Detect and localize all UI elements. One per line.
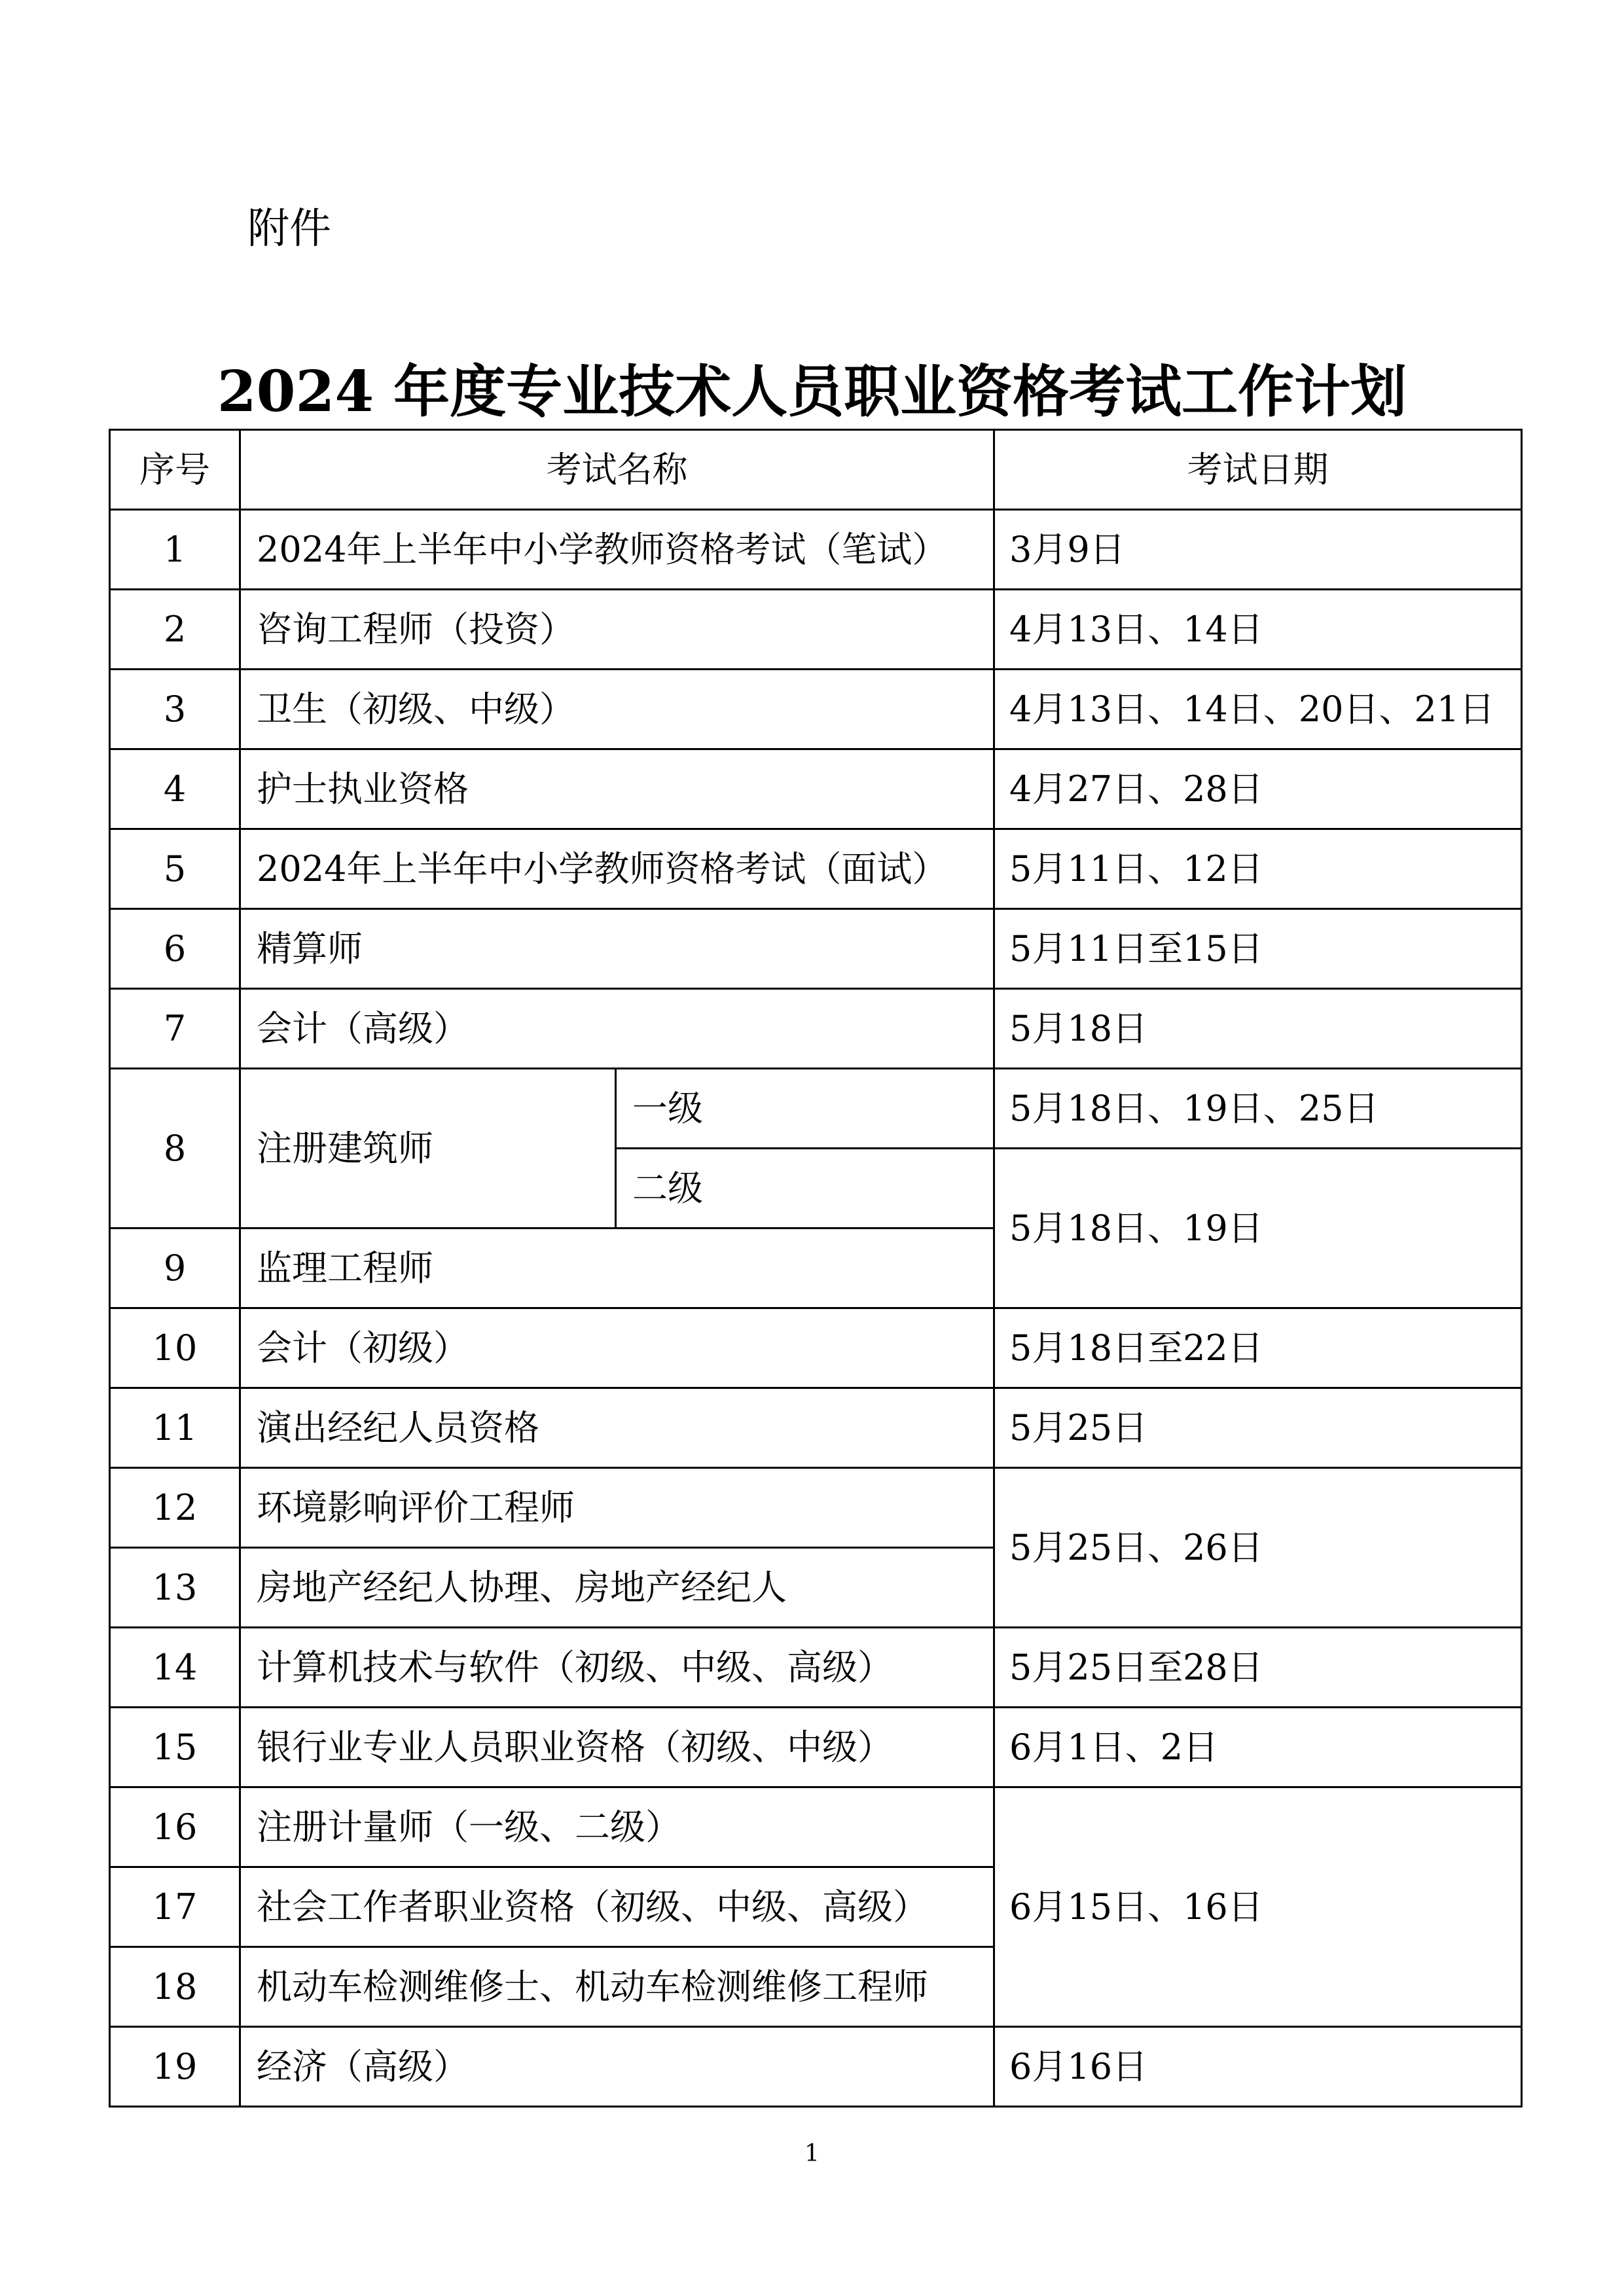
row-number: 4 [110, 749, 240, 829]
row-number: 8 [110, 1069, 240, 1229]
exam-name: 会计（初级） [240, 1308, 994, 1388]
row-number: 19 [110, 2027, 240, 2107]
exam-sub-level: 一级 [616, 1069, 994, 1149]
exam-name: 2024年上半年中小学教师资格考试（面试） [240, 829, 994, 909]
table-row [110, 1388, 1522, 1468]
table-row [110, 989, 1522, 1069]
exam-date: 5月11日至15日 [994, 909, 1522, 989]
exam-name: 经济（高级） [240, 2027, 994, 2107]
exam-name: 监理工程师 [240, 1229, 994, 1308]
exam-date: 6月16日 [994, 2027, 1522, 2107]
row-number: 1 [110, 510, 240, 590]
table-row [110, 590, 1522, 670]
table-header-row [110, 430, 1522, 510]
exam-date: 4月27日、28日 [994, 749, 1522, 829]
exam-name: 银行业专业人员职业资格（初级、中级） [240, 1708, 994, 1787]
table-row [110, 1787, 1522, 1867]
row-number: 11 [110, 1388, 240, 1468]
row-number: 3 [110, 670, 240, 749]
table-row [110, 2027, 1522, 2107]
row-number: 16 [110, 1787, 240, 1867]
table-row [110, 1069, 1522, 1149]
page-number: 1 [804, 2140, 820, 2167]
table-row [110, 1628, 1522, 1708]
exam-name: 计算机技术与软件（初级、中级、高级） [240, 1628, 994, 1708]
table-row [110, 670, 1522, 749]
exam-date: 6月15日、16日 [994, 1787, 1522, 2027]
table-row [110, 1308, 1522, 1388]
exam-date: 5月18日、19日 [994, 1149, 1522, 1308]
exam-name: 环境影响评价工程师 [240, 1468, 994, 1548]
row-number: 9 [110, 1229, 240, 1308]
exam-date: 5月25日 [994, 1388, 1522, 1468]
exam-name: 机动车检测维修士、机动车检测维修工程师 [240, 1947, 994, 2027]
table-row [110, 510, 1522, 590]
exam-sub-level: 二级 [616, 1149, 994, 1229]
exam-date: 6月1日、2日 [994, 1708, 1522, 1787]
exam-name: 护士执业资格 [240, 749, 994, 829]
exam-date: 5月18日至22日 [994, 1308, 1522, 1388]
table-row [110, 829, 1522, 909]
exam-date: 5月11日、12日 [994, 829, 1522, 909]
table-row [110, 1468, 1522, 1548]
document-title: 2024 年度专业技术人员职业资格考试工作计划 [217, 359, 1407, 425]
attachment-label: 附件 [247, 205, 331, 253]
row-number: 2 [110, 590, 240, 670]
exam-date: 3月9日 [994, 510, 1522, 590]
row-number: 7 [110, 989, 240, 1069]
exam-name: 演出经纪人员资格 [240, 1388, 994, 1468]
row-number: 17 [110, 1867, 240, 1947]
exam-name: 注册建筑师 [240, 1069, 616, 1229]
row-number: 6 [110, 909, 240, 989]
exam-name: 卫生（初级、中级） [240, 670, 994, 749]
exam-date: 5月18日 [994, 989, 1522, 1069]
row-number: 15 [110, 1708, 240, 1787]
exam-date: 4月13日、14日 [994, 590, 1522, 670]
exam-name: 房地产经纪人协理、房地产经纪人 [240, 1548, 994, 1628]
exam-name: 2024年上半年中小学教师资格考试（笔试） [240, 510, 994, 590]
row-number: 18 [110, 1947, 240, 2027]
exam-name: 社会工作者职业资格（初级、中级、高级） [240, 1867, 994, 1947]
row-number: 10 [110, 1308, 240, 1388]
exam-date: 5月18日、19日、25日 [994, 1069, 1522, 1149]
exam-name: 注册计量师（一级、二级） [240, 1787, 994, 1867]
row-number: 14 [110, 1628, 240, 1708]
table-row [110, 749, 1522, 829]
table-row [110, 909, 1522, 989]
exam-date: 4月13日、14日、20日、21日 [994, 670, 1522, 749]
row-number: 13 [110, 1548, 240, 1628]
row-number: 12 [110, 1468, 240, 1548]
table-row [110, 1708, 1522, 1787]
header-exam-name: 考试名称 [240, 430, 994, 510]
exam-date: 5月25日至28日 [994, 1628, 1522, 1708]
exam-schedule-table [109, 429, 1523, 2108]
exam-name: 精算师 [240, 909, 994, 989]
exam-date: 5月25日、26日 [994, 1468, 1522, 1628]
row-number: 5 [110, 829, 240, 909]
header-no: 序号 [110, 430, 240, 510]
exam-name: 咨询工程师（投资） [240, 590, 994, 670]
exam-name: 会计（高级） [240, 989, 994, 1069]
header-exam-date: 考试日期 [994, 430, 1522, 510]
